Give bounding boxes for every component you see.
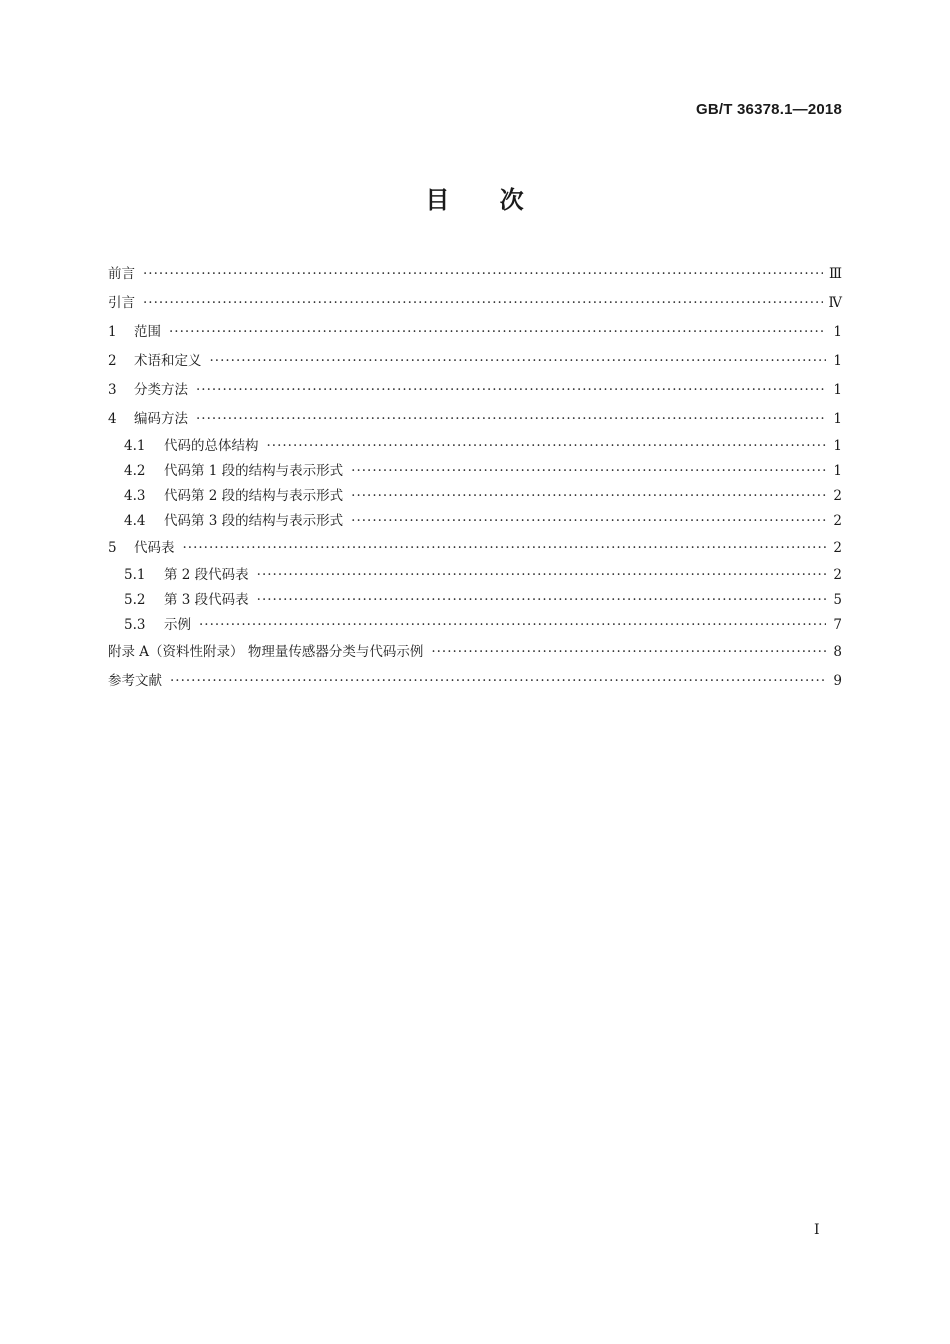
page-number: I — [814, 1222, 820, 1238]
toc-entry[interactable] — [108, 289, 842, 318]
toc-leader-dots — [196, 376, 826, 405]
toc-entry-number: 4 — [108, 411, 117, 427]
toc-entry-number: 3 — [108, 382, 117, 398]
toc-entry[interactable] — [108, 638, 842, 667]
table-of-contents — [108, 260, 842, 696]
toc-entry-page: 1 — [833, 353, 842, 369]
toc-entry[interactable] — [108, 459, 842, 484]
toc-entry-page: 7 — [833, 617, 842, 633]
toc-entry-number: 5.3 — [124, 617, 146, 633]
toc-entry-label: 术语和定义 — [134, 353, 202, 369]
toc-leader-dots — [196, 405, 826, 434]
toc-entry-page: 1 — [833, 382, 842, 398]
toc-leader-dots — [143, 260, 823, 289]
toc-entry-label: 代码第 2 段的结构与表示形式 — [164, 488, 344, 504]
toc-entry[interactable] — [108, 347, 842, 376]
toc-entry[interactable] — [108, 376, 842, 405]
toc-entry-number: 5.1 — [124, 567, 146, 583]
toc-entry[interactable] — [108, 509, 842, 534]
toc-entry-page: 1 — [833, 324, 842, 340]
toc-entry[interactable] — [108, 667, 842, 696]
toc-entry-page: 1 — [833, 463, 842, 479]
toc-leader-dots — [351, 484, 826, 509]
toc-entry-page: 9 — [833, 673, 842, 689]
toc-leader-dots — [170, 667, 826, 696]
standard-code: GB/T 36378.1—2018 — [696, 101, 842, 118]
toc-entry-label: 附录 A（资料性附录） 物理量传感器分类与代码示例 — [108, 644, 424, 660]
toc-entry-page: 2 — [833, 567, 842, 583]
toc-entry-label: 第 3 段代码表 — [164, 592, 249, 608]
toc-entry[interactable] — [108, 563, 842, 588]
toc-entry-page: 2 — [833, 488, 842, 504]
toc-entry-page: 2 — [833, 540, 842, 556]
toc-entry-label: 代码的总体结构 — [164, 438, 259, 454]
toc-entry-label: 代码第 3 段的结构与表示形式 — [164, 513, 344, 529]
toc-entry-page: 2 — [833, 513, 842, 529]
toc-leader-dots — [351, 509, 826, 534]
toc-leader-dots — [143, 289, 823, 318]
toc-entry-page: 5 — [833, 592, 842, 608]
toc-leader-dots — [183, 534, 827, 563]
toc-entry-label: 引言 — [108, 295, 135, 311]
toc-entry-label: 分类方法 — [134, 382, 188, 398]
toc-entry-page: 8 — [833, 644, 842, 660]
toc-leader-dots — [169, 318, 826, 347]
toc-entry-label: 编码方法 — [134, 411, 188, 427]
toc-entry-number: 4.4 — [124, 513, 146, 529]
toc-entry[interactable] — [108, 588, 842, 613]
toc-entry-label: 参考文献 — [108, 673, 162, 689]
toc-leader-dots — [257, 563, 826, 588]
toc-entry-number: 1 — [108, 324, 117, 340]
toc-entry-number: 4.1 — [124, 438, 146, 454]
toc-entry[interactable] — [108, 534, 842, 563]
toc-leader-dots — [257, 588, 826, 613]
toc-entry-label: 代码第 1 段的结构与表示形式 — [164, 463, 344, 479]
toc-entry-number: 4.2 — [124, 463, 146, 479]
page-title: 目 次 — [425, 186, 525, 214]
toc-leader-dots — [267, 434, 827, 459]
toc-entry[interactable] — [108, 260, 842, 289]
toc-entry[interactable] — [108, 613, 842, 638]
toc-leader-dots — [210, 347, 827, 376]
toc-entry[interactable] — [108, 405, 842, 434]
toc-entry-label: 代码表 — [134, 540, 175, 556]
toc-entry-page: 1 — [833, 438, 842, 454]
toc-entry-page: 1 — [833, 411, 842, 427]
toc-entry-label: 第 2 段代码表 — [164, 567, 249, 583]
toc-entry[interactable] — [108, 434, 842, 459]
toc-leader-dots — [351, 459, 826, 484]
toc-entry-number: 5.2 — [124, 592, 146, 608]
toc-entry-number: 2 — [108, 353, 117, 369]
toc-entry-page: Ⅳ — [828, 295, 842, 311]
toc-leader-dots — [431, 638, 826, 667]
toc-entry[interactable] — [108, 318, 842, 347]
toc-entry-number: 5 — [108, 540, 117, 556]
toc-entry[interactable] — [108, 484, 842, 509]
toc-entry-label: 前言 — [108, 266, 135, 282]
toc-entry-label: 范围 — [134, 324, 161, 340]
toc-entry-number: 4.3 — [124, 488, 146, 504]
toc-entry-label: 示例 — [164, 617, 191, 633]
toc-leader-dots — [199, 613, 826, 638]
toc-entry-page: Ⅲ — [828, 266, 842, 282]
